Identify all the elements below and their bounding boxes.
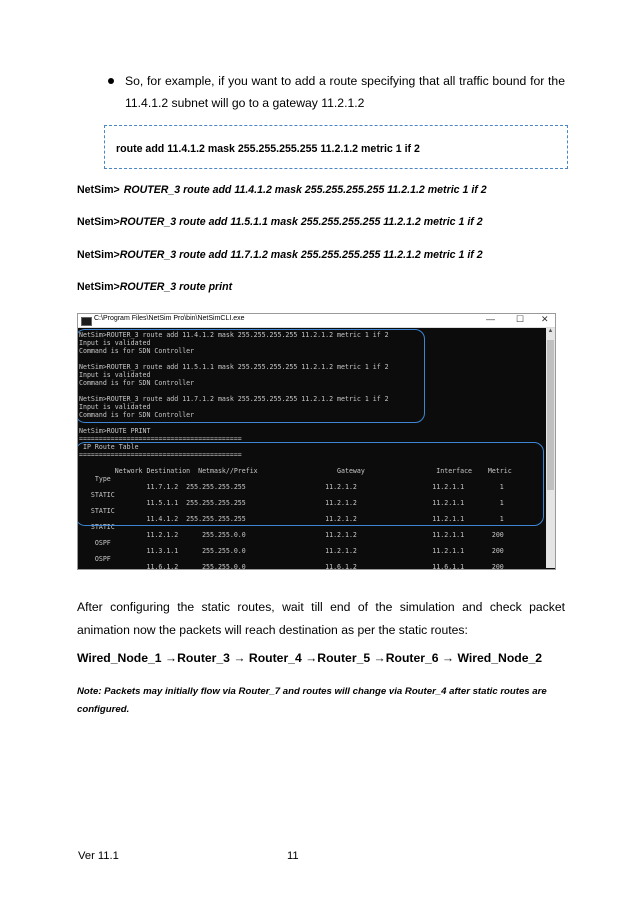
cli-prompt: NetSim>: [77, 281, 120, 293]
cli-line-4: [77, 281, 232, 293]
cli-line-1: [77, 184, 487, 196]
terminal-window: [77, 313, 556, 570]
terminal-line: STATIC: [79, 491, 115, 499]
terminal-line: Input is validated: [79, 339, 151, 347]
terminal-line: 11.6.1.2 255.255.0.0 11.6.1.2 11.6.1.1 200: [79, 563, 504, 570]
cli-line-3: [77, 249, 483, 261]
cli-command: ROUTER_3 route add 11.7.1.2 mask 255.255.255.255 11.2.1.2 metric 1 if 2: [119, 249, 483, 261]
terminal-line: OSPF: [79, 539, 111, 547]
bullet-text: So, for example, if you want to add a route specifying that all traffic bound for the 11.4.1.2 subnet will go to a gateway 11.2.1.2: [125, 74, 565, 110]
terminal-line: Network Destination Netmask//Prefix Gateway Interface Metric: [79, 467, 512, 475]
command-box: [104, 125, 568, 169]
terminal-line: =========================================: [79, 435, 242, 443]
cli-command: ROUTER_3 route add 11.5.1.1 mask 255.255.255.255 11.2.1.2 metric 1 if 2: [119, 216, 483, 228]
terminal-line: =========================================: [79, 451, 242, 459]
terminal-line: 11.5.1.1 255.255.255.255 11.2.1.2 11.2.1.1 1: [79, 499, 504, 507]
terminal-line: Command is for SDN Controller: [79, 379, 195, 387]
terminal-line: Input is validated: [79, 371, 151, 379]
terminal-line: 11.2.1.2 255.255.0.0 11.2.1.2 11.2.1.1 200: [79, 531, 504, 539]
scroll-thumb[interactable]: [547, 340, 554, 490]
terminal-line: 11.4.1.2 255.255.255.255 11.2.1.2 11.2.1.1 1: [79, 515, 504, 523]
console-icon: [81, 317, 92, 326]
cli-prompt: NetSim>: [77, 184, 120, 196]
footer-version: Ver 11.1: [78, 850, 119, 862]
note: Note: Packets may initially flow via Router_7 and routes will change via Router_4 after static routes are configured.: [77, 686, 547, 715]
highlight-commands: [77, 329, 425, 423]
cli-prompt: NetSim>: [77, 249, 120, 261]
cli-command: ROUTER_3 route add 11.4.1.2 mask 255.255.255.255 11.2.1.2 metric 1 if 2: [123, 184, 487, 196]
maximize-button[interactable]: ☐: [516, 314, 525, 324]
terminal-line: NetSim>ROUTER_3 route add 11.5.1.1 mask 255.255.255.255 11.2.1.2 metric 1 if 2: [79, 363, 389, 371]
scroll-up-icon[interactable]: ▲: [547, 328, 554, 334]
terminal-title: C:\Program Files\NetSim Pro\bin\NetSimCLI.exe: [94, 315, 245, 322]
terminal-line: IP Route Table: [79, 443, 139, 451]
terminal-line: NetSim>ROUTE PRINT: [79, 427, 151, 435]
terminal-line: 11.3.1.1 255.255.0.0 11.2.1.2 11.2.1.1 200: [79, 547, 504, 555]
terminal-line: NetSim>ROUTER_3 route add 11.4.1.2 mask 255.255.255.255 11.2.1.2 metric 1 if 2: [79, 331, 389, 339]
close-button[interactable]: ✕: [541, 314, 549, 324]
cli-command: ROUTER_3 route print: [119, 281, 233, 293]
terminal-line: Type: [79, 475, 111, 483]
highlight-route-table: [77, 442, 544, 526]
cli-prompt: NetSim>: [77, 216, 120, 228]
terminal-line: Input is validated: [79, 403, 151, 411]
terminal-line: NetSim>ROUTER_3 route add 11.7.1.2 mask 255.255.255.255 11.2.1.2 metric 1 if 2: [79, 395, 389, 403]
terminal-titlebar: [78, 314, 555, 328]
terminal-scrollbar[interactable]: [546, 328, 555, 568]
page-number: 11: [287, 850, 299, 862]
terminal-line: STATIC: [79, 507, 115, 515]
command-text: route add 11.4.1.2 mask 255.255.255.255 11.2.1.2 metric 1 if 2: [116, 143, 420, 155]
route-path: Wired_Node_1 →Router_3 → Router_4 →Router_5 →Router_6 → Wired_Node_2: [77, 651, 543, 665]
terminal-line: Command is for SDN Controller: [79, 411, 195, 419]
paragraph: After configuring the static routes, wait till end of the simulation and check packet animation now the packets will reach destination as per the static routes:: [77, 600, 565, 637]
terminal-line: STATIC: [79, 523, 115, 531]
terminal-line: OSPF: [79, 555, 111, 563]
terminal-line: Command is for SDN Controller: [79, 347, 195, 355]
bullet-point: [108, 78, 114, 84]
terminal-line: 11.7.1.2 255.255.255.255 11.2.1.2 11.2.1.1 1: [79, 483, 504, 491]
cli-line-2: [77, 216, 483, 228]
minimize-button[interactable]: —: [486, 314, 495, 324]
